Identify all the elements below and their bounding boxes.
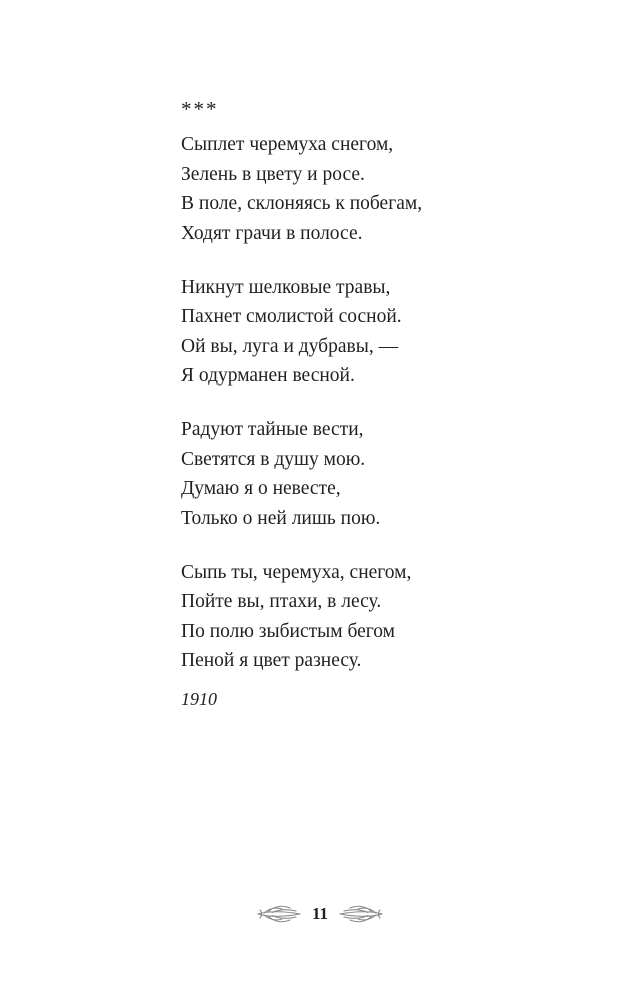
poem [181,94,581,713]
poem-line: По полю зыбистым бегом [181,620,396,642]
poem-line: Сыплет черемуха снегом, [181,134,394,155]
poem-line: Радуют тайные вести, [181,419,364,440]
poem-line: Сыпь ты, черемуха, снегом, [181,561,412,583]
poem-line: Только о ней лишь пою. [181,507,381,529]
stanza-1 [181,130,581,248]
poem-line: Никнут шелковые травы, [181,276,391,298]
poem-date: 1910 [181,688,217,709]
stanza-3 [181,415,581,533]
poem-line: Ой вы, луга и дубравы, — [181,335,399,357]
poem-line: Думаю я о невесте, [181,478,341,499]
poem-line: Пахнет смолистой сосной. [181,306,402,327]
stanza-4 [181,558,581,676]
feather-ornament-icon [338,904,384,924]
poem-line: Пеной я цвет разнесу. [181,650,362,671]
page-footer [0,897,640,931]
poem-line: В поле, склоняясь к побегам, [181,193,423,214]
poem-line: Я одурманен весной. [181,365,355,386]
stanza-2 [181,273,581,391]
page-number: 11 [311,904,329,923]
poem-heading: *** [181,97,219,121]
poem-line: Светятся в душу мою. [181,448,366,470]
poem-line: Зелень в цвету и росе. [181,163,365,185]
poem-line: Ходят грачи в полосе. [181,222,363,244]
feather-ornament-icon [256,904,302,924]
poem-line: Пойте вы, птахи, в лесу. [181,591,382,612]
